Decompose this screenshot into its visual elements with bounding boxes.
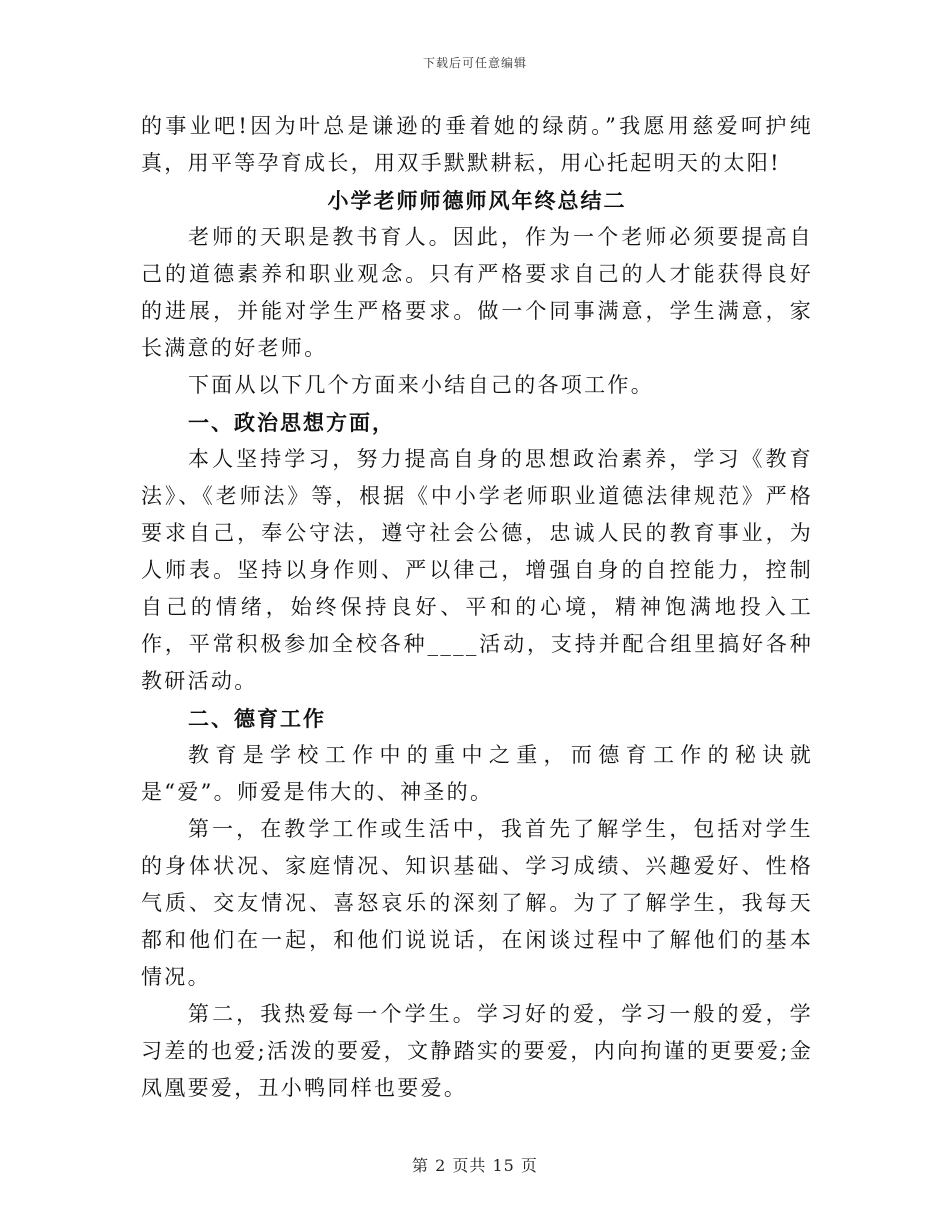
- document-body: [141, 108, 813, 1107]
- overview-paragraph: 下面从以下几个方面来小结自己的各项工作。: [188, 373, 654, 397]
- intro-paragraph: 老师的天职是教书育人。因此，作为一个老师必须要提高自己的道德素养和职业观念。只有严格要求自己的人才能获得良好的进展，并能对学生严格要求。做一个同事满意，学生满意，家长满意的好老师。: [141, 225, 813, 360]
- page-number: 第 2 页共 15 页: [412, 1156, 538, 1175]
- moral-paragraph-2: 第一，在教学工作或生活中，我首先了解学生，包括对学生的身体状况、家庭情况、知识基础、学习成绩、兴趣爱好、性格气质、交友情况、喜怒哀乐的深刻了解。为了了解学生，我每天都和他们在一起，和他们说说话，在闲谈过程中了解他们的基本情况。: [141, 817, 813, 989]
- political-paragraph: 本人坚持学习，努力提高自身的思想政治素养，学习《教育法》、《老师法》等，根据《中小学老师职业道德法律规范》严格要求自己，奉公守法，遵守社会公德，忠诚人民的教育事业，为人师表。坚持以身作则、严以律己，增强自身的自控能力，控制自己的情绪，始终保持良好、平和的心境，精神饱满地投入工作，平常积极参加全校各种____活动，支持并配合组里搞好各种教研活动。: [141, 447, 813, 693]
- moral-paragraph-1: 教育是学校工作中的重中之重，而德育工作的秘诀就是“爱”。师爱是伟大的、神圣的。: [141, 743, 813, 804]
- moral-paragraph-3: 第二，我热爱每一个学生。学习好的爱，学习一般的爱，学习差的也爱;活泼的要爱，文静踏实的要爱，内向拘谨的更要爱;金凤凰要爱，丑小鸭同样也要爱。: [141, 1002, 813, 1100]
- document-title: 小学老师师德师风年终总结二: [327, 188, 627, 213]
- section-heading-political: 一、政治思想方面，: [188, 410, 395, 435]
- continuation-paragraph: 的事业吧!因为叶总是谦逊的垂着她的绿荫。”我愿用慈爱呵护纯真，用平等孕育成长，用双手默默耕耘，用心托起明天的太阳!: [141, 114, 813, 175]
- section-heading-moral: 二、德育工作: [188, 706, 326, 731]
- header-note: 下载后可任意编辑: [422, 56, 527, 70]
